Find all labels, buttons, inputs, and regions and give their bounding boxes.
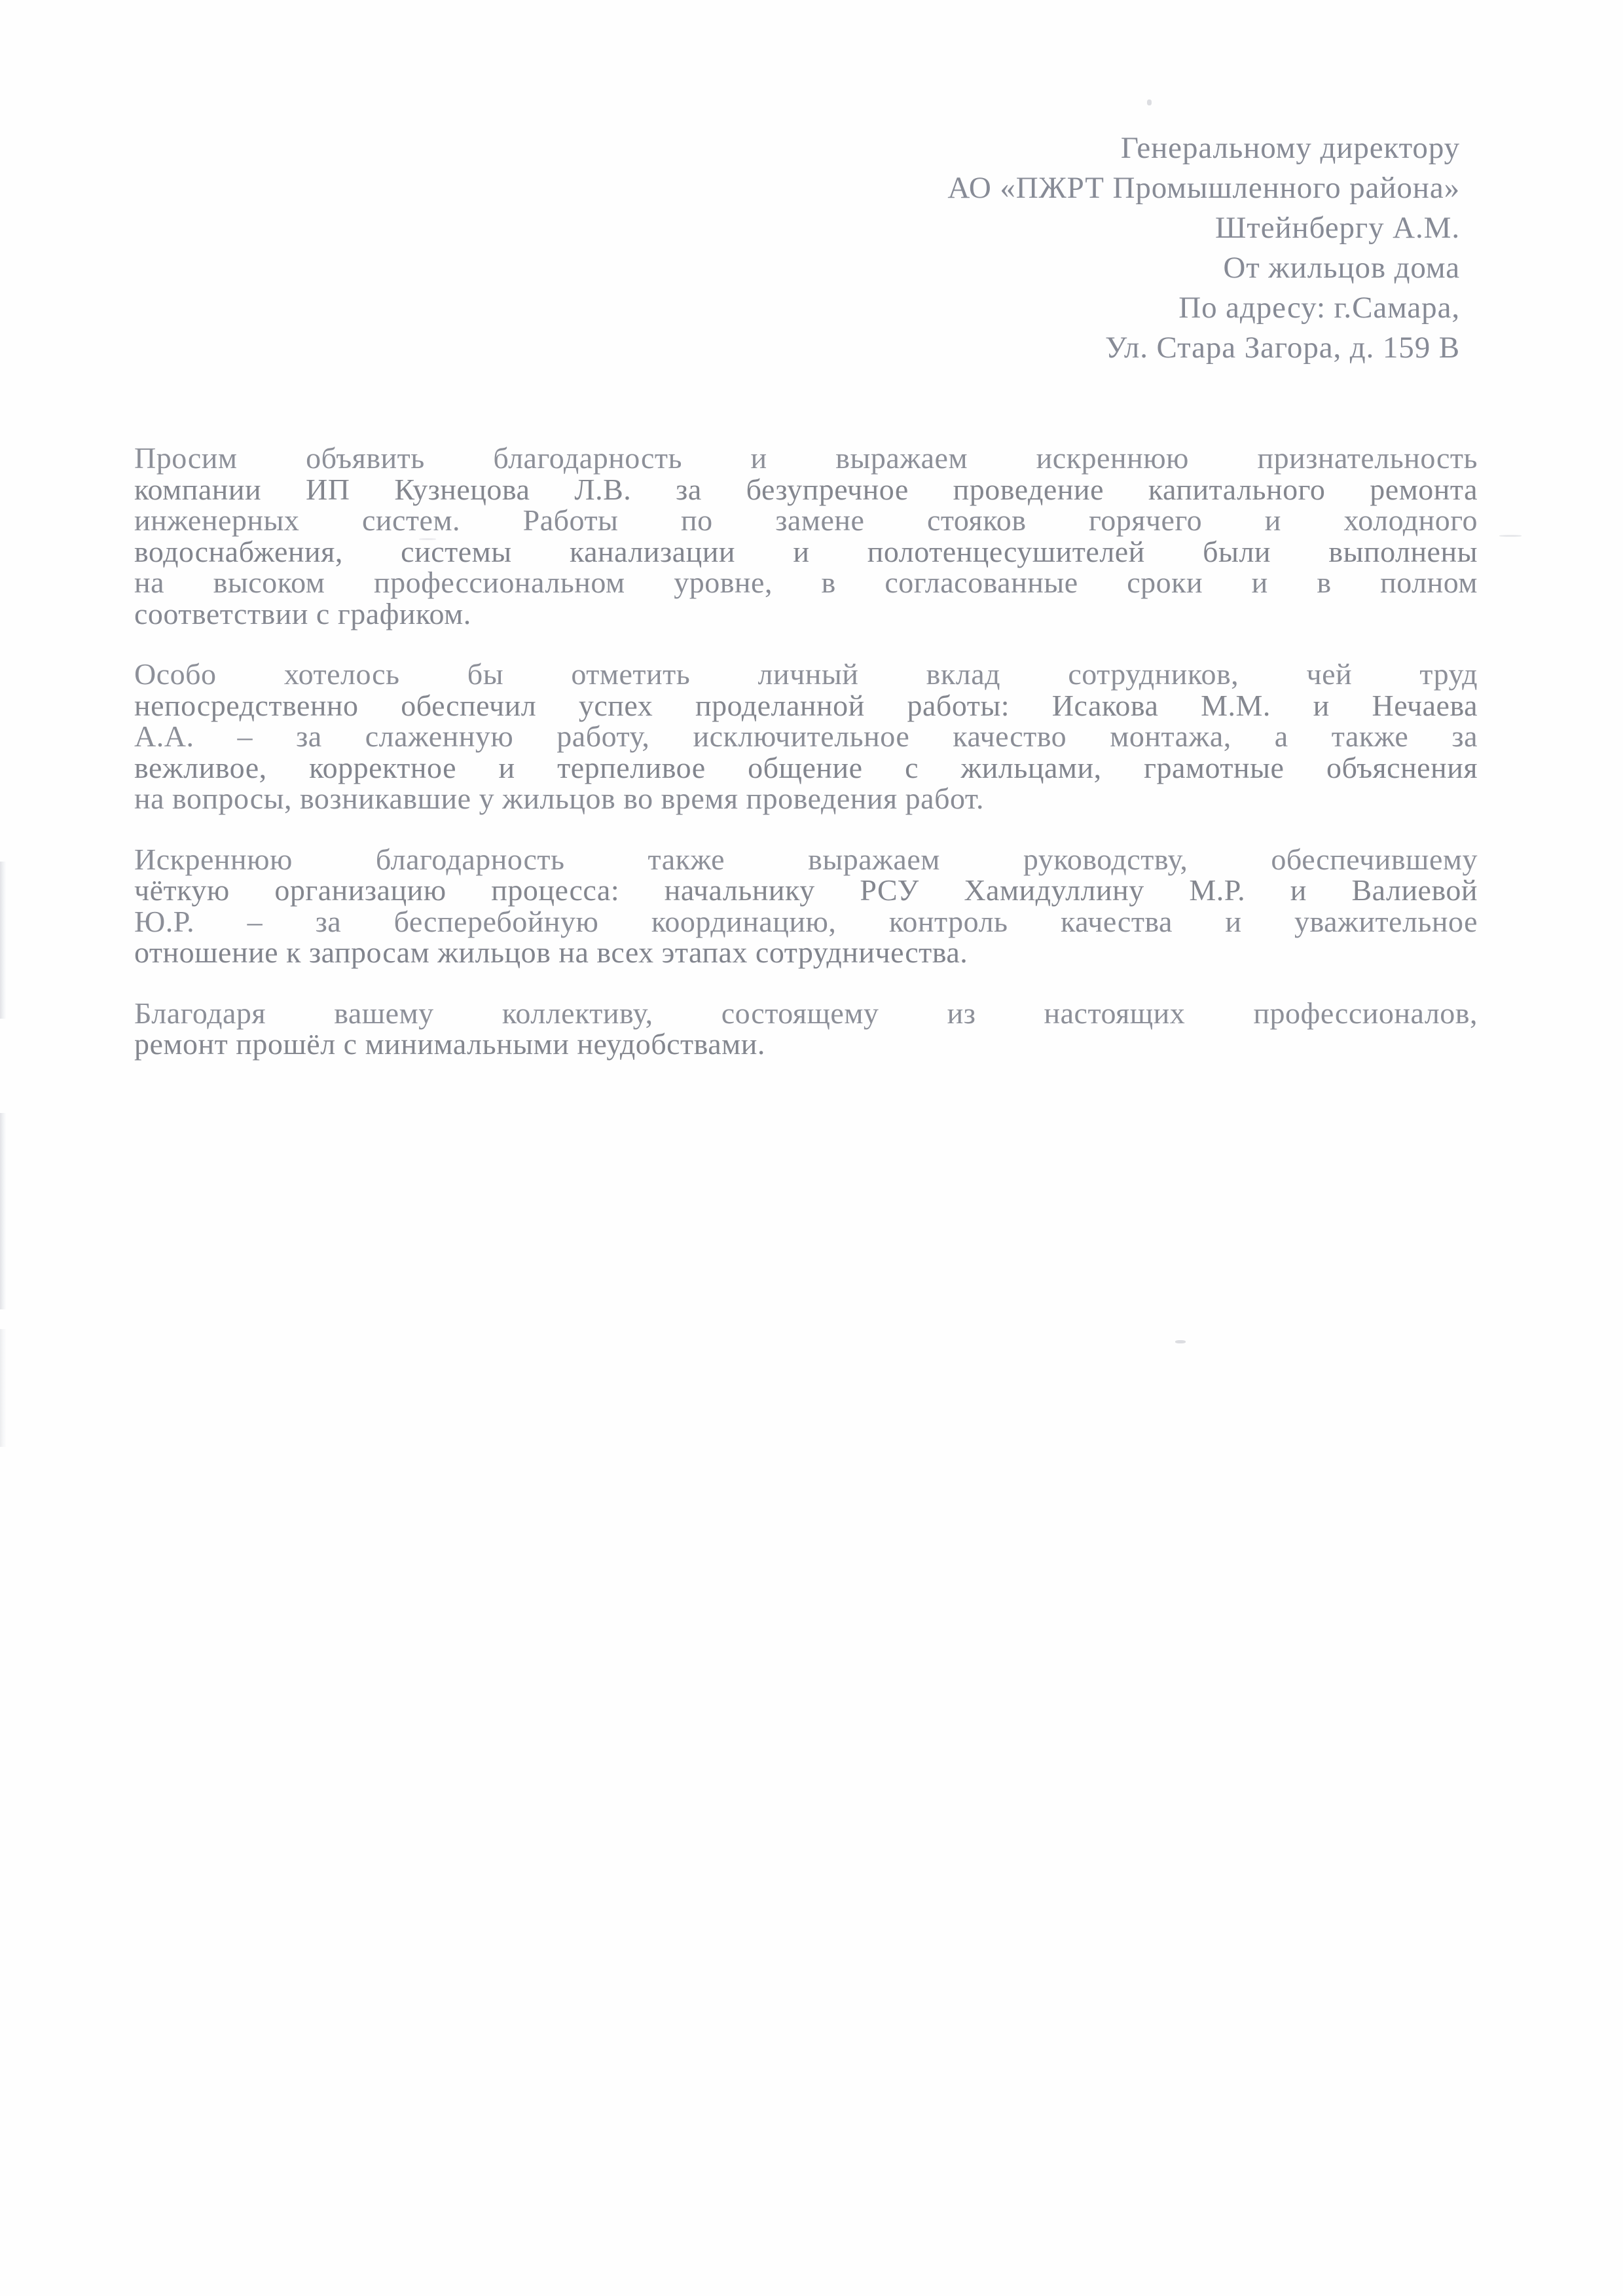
body-line: водоснабжения, системы канализации и полотенцесушителей были выполнены: [134, 534, 1478, 568]
addressee-line: Ул. Стара Загора, д. 159 В: [1104, 331, 1460, 365]
scan-speck: [1147, 100, 1152, 105]
addressee-line: Генеральному директору: [1120, 131, 1460, 165]
body-line: отношение к запросам жильцов на всех этапах сотрудничества.: [134, 936, 968, 969]
body-line: соответствии с графиком.: [134, 596, 471, 630]
body-line: на вопросы, возникавшие у жильцов во время проведения работ.: [134, 782, 985, 815]
letter-body: [134, 443, 1478, 1060]
body-paragraph-2: [134, 659, 1478, 814]
body-paragraph-3: [134, 844, 1478, 968]
scan-edge-artifact: [0, 1329, 7, 1447]
body-line: Просим объявить благодарность и выражаем искреннюю признательность: [134, 441, 1478, 475]
addressee-line: Штейнбергу А.М.: [1214, 211, 1460, 245]
body-line: Ю.Р. – за бесперебойную координацию, контроль качества и уважительное: [134, 904, 1478, 938]
body-line: А.А. – за слаженную работу, исключительное качество монтажа, а также за: [134, 720, 1478, 753]
scan-speck: [1499, 535, 1522, 537]
body-line: на высоком профессиональном уровне, в согласованные сроки и в полном: [134, 566, 1478, 599]
body-line: Особо хотелось бы отметить личный вклад сотрудников, чей труд: [134, 657, 1478, 691]
body-line: ремонт прошёл с минимальными неудобствами.: [134, 1027, 765, 1061]
body-line: чёткую организацию процесса: начальнику РСУ Хамидуллину М.Р. и Валиевой: [134, 873, 1478, 907]
addressee-line: От жильцов дома: [1223, 251, 1460, 285]
scan-speck: [1175, 1340, 1186, 1343]
scan-edge-artifact: [0, 1113, 7, 1309]
body-line: Искреннюю благодарность также выражаем руководству, обеспечившему: [134, 842, 1478, 876]
addressee-block: [720, 128, 1460, 368]
body-paragraph-1: [134, 443, 1478, 629]
addressee-line: По адресу: г.Самара,: [1178, 291, 1460, 325]
addressee-line: АО «ПЖРТ Промышленного района»: [947, 171, 1460, 205]
body-line: вежливое, корректное и терпеливое общение с жильцами, грамотные объяснения: [134, 750, 1478, 784]
scan-edge-artifact: [0, 862, 7, 1019]
body-line: Благодаря вашему коллективу, состоящему из настоящих профессионалов,: [134, 996, 1478, 1030]
body-paragraph-4: [134, 998, 1478, 1060]
body-line: непосредственно обеспечил успех проделанной работы: Исакова М.М. и Нечаева: [134, 688, 1478, 722]
body-line: инженерных систем. Работы по замене стояков горячего и холодного: [134, 503, 1478, 537]
body-line: компании ИП Кузнецова Л.В. за безупречное проведение капитального ремонта: [134, 472, 1478, 506]
